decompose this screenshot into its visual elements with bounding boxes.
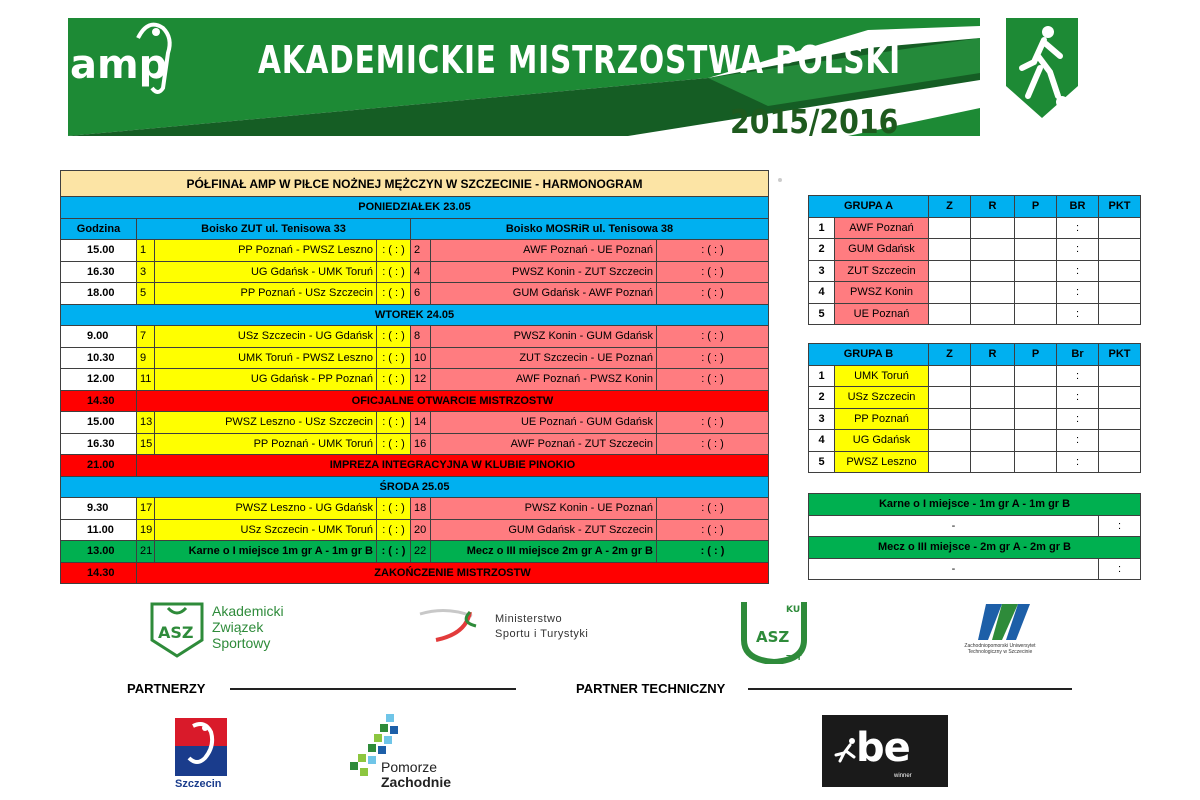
svg-text:ASZ: ASZ [158,623,194,642]
final-result-row [809,515,1141,537]
match-teams: PP Poznań - PWSZ Leszno [155,240,377,262]
schedule-title-row [61,171,769,197]
match-number: 14 [411,412,431,434]
banner-year: 2015/2016 [730,102,899,141]
final-score: : [1099,515,1141,537]
col-header: Z [929,344,971,366]
match-teams: PWSZ Konin - GUM Gdańsk [431,326,657,348]
match-teams: PWSZ Konin - ZUT Szczecin [431,261,657,283]
field2-column-header: Boisko MOSRiR ul. Tenisowa 38 [411,218,769,240]
match-number: 4 [411,261,431,283]
match-number: 18 [411,498,431,520]
match-score: : ( : ) [377,412,411,434]
svg-text:ASZ: ASZ [756,628,790,646]
first-place-title: Karne o I miejsce - 1m gr A - 1m gr B [809,494,1141,516]
match-score: : ( : ) [377,369,411,391]
azs-name [212,603,284,651]
match-teams: GUM Gdańsk - AWF Poznań [431,283,657,305]
col-header: BR [1057,196,1099,218]
team-name: AWF Poznań [835,217,929,239]
group-team-row [809,430,1141,452]
tech-partner-divider [748,688,1072,690]
col-header: PKT [1099,196,1141,218]
zut-logo-icon [976,602,1032,642]
match-teams: USz Szczecin - UG Gdańsk [155,326,377,348]
group-team-row [809,365,1141,387]
match-teams: PWSZ Leszno - USz Szczecin [155,412,377,434]
partners-label: PARTNERZY [127,681,206,696]
match-number: 22 [411,541,431,563]
schedule-title: PÓŁFINAŁ AMP W PIŁCE NOŻNEJ MĘŻCZYN W SZCZECINIE - HARMONOGRAM [61,171,769,197]
match-teams: UG Gdańsk - PP Poznań [155,369,377,391]
amp-logo-icon [68,18,188,98]
team-rank: 5 [809,451,835,473]
match-row [61,412,769,434]
ministry-logo-icon [416,604,488,644]
team-rank: 2 [809,387,835,409]
pomorze-line: Pomorze [381,759,438,775]
goal-ratio: : [1057,303,1099,325]
team-name: ZUT Szczecin [835,260,929,282]
svg-text:ZUT: ZUT [786,654,802,662]
szczecin-label: Szczecin [175,778,222,790]
day-label: WTOREK 24.05 [61,304,769,326]
match-score: : ( : ) [657,433,769,455]
goal-ratio: : [1057,430,1099,452]
match-time: 11.00 [61,519,137,541]
match-teams: UG Gdańsk - UMK Toruń [155,261,377,283]
football-player-icon [1004,16,1080,120]
match-teams: Mecz o III miejsce 2m gr A - 2m gr B [431,541,657,563]
team-name: UE Poznań [835,303,929,325]
goal-ratio: : [1057,451,1099,473]
match-row [61,261,769,283]
group-team-row [809,239,1141,261]
match-number: 16 [411,433,431,455]
day-row [61,476,769,498]
szczecin-logo-icon [175,718,227,776]
match-row [61,369,769,391]
match-number: 2 [411,240,431,262]
match-time: 16.30 [61,433,137,455]
event-label: IMPREZA INTEGRACYJNA W KLUBIE PINOKIO [137,455,769,477]
pomorze-line: Zachodnie [381,774,452,790]
finals-table [808,493,1141,580]
match-score: : ( : ) [657,541,769,563]
match-row [61,433,769,455]
group-team-row [809,260,1141,282]
match-teams: AWF Poznań - UE Poznań [431,240,657,262]
final-header-row [809,494,1141,516]
match-score: : ( : ) [657,412,769,434]
team-rank: 1 [809,365,835,387]
match-row [61,498,769,520]
final-score: : [1099,558,1141,580]
match-score: : ( : ) [657,369,769,391]
col-header: Br [1057,344,1099,366]
final-match-row [61,541,769,563]
final-teams: - [809,515,1099,537]
azs-line: Sportowy [212,635,271,651]
group-team-row [809,217,1141,239]
azs-line: Związek [212,619,264,635]
group-team-row [809,387,1141,409]
match-number: 6 [411,283,431,305]
event-label: OFICJALNE OTWARCIE MISTRZOSTW [137,390,769,412]
match-teams: PP Poznań - UMK Toruń [155,433,377,455]
match-teams: GUM Gdańsk - ZUT Szczecin [431,519,657,541]
ku-azs-zut-logo-icon [740,600,808,664]
event-label: ZAKOŃCZENIE MISTRZOSTW [137,562,769,584]
match-score: : ( : ) [657,519,769,541]
goal-ratio: : [1057,365,1099,387]
event-row [61,455,769,477]
col-header: Z [929,196,971,218]
header-row [61,218,769,240]
amp-logo-text: amp [70,42,168,88]
group-b-table [808,343,1141,473]
team-name: PP Poznań [835,408,929,430]
team-rank: 1 [809,217,835,239]
match-row [61,326,769,348]
match-teams: UMK Toruń - PWSZ Leszno [155,347,377,369]
match-score: : ( : ) [377,240,411,262]
banner-title: AKADEMICKIE MISTRZOSTWA POLSKI [258,38,901,82]
match-score: : ( : ) [377,519,411,541]
final-result-row [809,558,1141,580]
col-header: PKT [1099,344,1141,366]
team-name: GUM Gdańsk [835,239,929,261]
match-score: : ( : ) [377,498,411,520]
match-row [61,283,769,305]
group-header-row [809,196,1141,218]
match-time: 9.00 [61,326,137,348]
match-time: 13.00 [61,541,137,563]
goal-ratio: : [1057,260,1099,282]
match-number: 19 [137,519,155,541]
final-teams: - [809,558,1099,580]
group-title: GRUPA A [809,196,929,218]
match-score: : ( : ) [377,347,411,369]
match-time: 16.30 [61,261,137,283]
match-score: : ( : ) [377,261,411,283]
event-time: 21.00 [61,455,137,477]
match-number: 12 [411,369,431,391]
goal-ratio: : [1057,408,1099,430]
pomorze-name [381,760,451,790]
group-a-table [808,195,1141,325]
tech-partner-label: PARTNER TECHNICZNY [576,681,726,696]
match-teams: PWSZ Leszno - UG Gdańsk [155,498,377,520]
third-place-title: Mecz o III miejsce - 2m gr A - 2m gr B [809,537,1141,559]
match-teams: UE Poznań - GUM Gdańsk [431,412,657,434]
final-header-row [809,537,1141,559]
match-time: 18.00 [61,283,137,305]
team-rank: 3 [809,260,835,282]
match-teams: Karne o I miejsce 1m gr A - 1m gr B [155,541,377,563]
group-header-row [809,344,1141,366]
azs-logo-icon [148,600,206,658]
ministry-line: Ministerstwo [495,613,563,625]
group-title: GRUPA B [809,344,929,366]
match-score: : ( : ) [377,541,411,563]
team-rank: 3 [809,408,835,430]
day-row [61,304,769,326]
match-row [61,519,769,541]
event-time: 14.30 [61,562,137,584]
match-score: : ( : ) [657,240,769,262]
be-logo-subtext: winner [894,773,912,779]
team-rank: 4 [809,430,835,452]
match-number: 21 [137,541,155,563]
schedule-table [60,170,769,584]
match-teams: AWF Poznań - PWSZ Konin [431,369,657,391]
group-team-row [809,303,1141,325]
match-score: : ( : ) [657,498,769,520]
group-team-row [809,408,1141,430]
event-row [61,390,769,412]
col-header: R [971,344,1015,366]
ministry-name [495,612,588,642]
match-teams: AWF Poznań - ZUT Szczecin [431,433,657,455]
match-number: 13 [137,412,155,434]
svg-text:KU: KU [786,605,801,615]
match-score: : ( : ) [377,433,411,455]
zut-name: Zachodniopomorski Uniwersytet Technologiczny w Szczecinie [964,643,1036,655]
group-team-row [809,451,1141,473]
match-number: 9 [137,347,155,369]
match-teams: PWSZ Konin - UE Poznań [431,498,657,520]
be-winner-logo [822,715,948,787]
match-time: 15.00 [61,240,137,262]
match-time: 10.30 [61,347,137,369]
match-number: 20 [411,519,431,541]
team-rank: 2 [809,239,835,261]
ministry-line: Sportu i Turystyki [495,628,589,640]
match-number: 8 [411,326,431,348]
be-logo-text: be [856,725,910,771]
match-number: 3 [137,261,155,283]
col-header: R [971,196,1015,218]
team-name: UMK Toruń [835,365,929,387]
day-row [61,197,769,219]
match-number: 5 [137,283,155,305]
match-teams: PP Poznań - USz Szczecin [155,283,377,305]
event-time: 14.30 [61,390,137,412]
goal-ratio: : [1057,387,1099,409]
goal-ratio: : [1057,217,1099,239]
team-rank: 5 [809,303,835,325]
match-number: 1 [137,240,155,262]
match-score: : ( : ) [657,283,769,305]
time-column-header: Godzina [61,218,137,240]
field1-column-header: Boisko ZUT ul. Tenisowa 33 [137,218,411,240]
team-name: USz Szczecin [835,387,929,409]
match-row [61,240,769,262]
match-time: 15.00 [61,412,137,434]
match-row [61,347,769,369]
day-label: PONIEDZIAŁEK 23.05 [61,197,769,219]
match-score: : ( : ) [377,326,411,348]
match-teams: USz Szczecin - UMK Toruń [155,519,377,541]
team-name: PWSZ Leszno [835,451,929,473]
match-score: : ( : ) [657,347,769,369]
match-number: 15 [137,433,155,455]
stray-dot [778,178,782,182]
match-number: 17 [137,498,155,520]
match-time: 9.30 [61,498,137,520]
match-number: 11 [137,369,155,391]
event-row [61,562,769,584]
header-banner [68,18,980,141]
goal-ratio: : [1057,282,1099,304]
match-time: 12.00 [61,369,137,391]
match-score: : ( : ) [377,283,411,305]
team-name: UG Gdańsk [835,430,929,452]
match-teams: ZUT Szczecin - UE Poznań [431,347,657,369]
team-name: PWSZ Konin [835,282,929,304]
match-number: 7 [137,326,155,348]
day-label: ŚRODA 25.05 [61,476,769,498]
partners-divider [230,688,516,690]
col-header: P [1015,196,1057,218]
match-score: : ( : ) [657,326,769,348]
azs-line: Akademicki [212,603,284,619]
match-score: : ( : ) [657,261,769,283]
match-number: 10 [411,347,431,369]
goal-ratio: : [1057,239,1099,261]
team-rank: 4 [809,282,835,304]
group-team-row [809,282,1141,304]
col-header: P [1015,344,1057,366]
